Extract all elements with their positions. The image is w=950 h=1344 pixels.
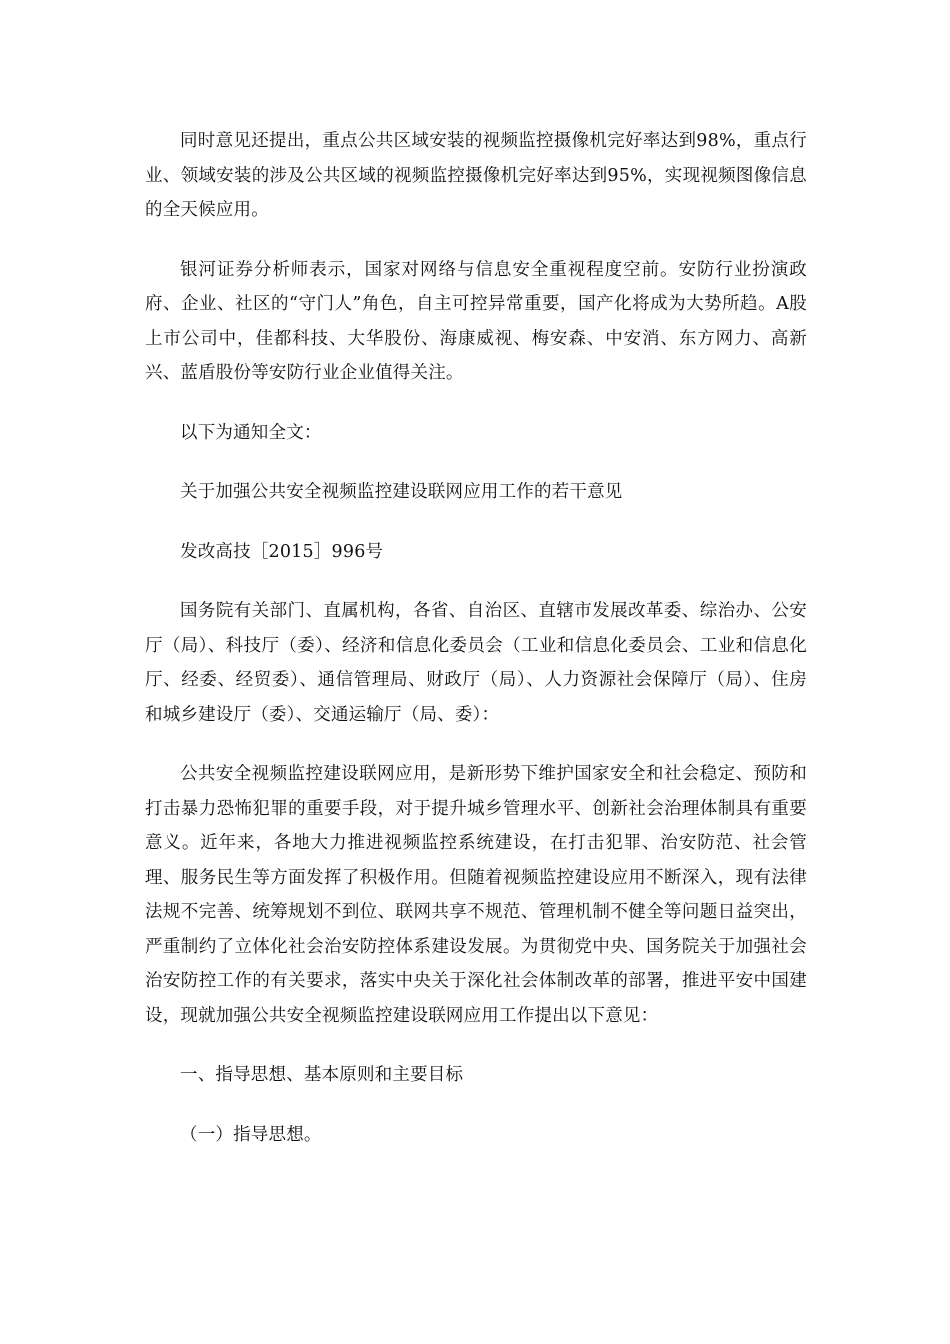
paragraph-background: 公共安全视频监控建设联网应用，是新形势下维护国家安全和社会稳定、预防和打击暴力恐怖犯罪的重要手段，对于提升城乡管理水平、创新社会治理体制具有重要意义。近年来，各地大力推进视频监控系统建设，在打击犯罪、治安防范、社会管理、服务民生等方面发挥了积极作用。但随着视频监控建设应用不断深入，现有法律法规不完善、统筹规划不到位、联网共享不规范、管理机制不健全等问题日益突出，严重制约了立体化社会治安防控体系建设发展。为贯彻党中央、国务院关于加强社会治安防控工作的有关要求，落实中央关于深化社会体制改革的部署，推进平安中国建设，现就加强公共安全视频监控建设联网应用工作提出以下意见： [145, 764, 807, 1026]
document-title: 关于加强公共安全视频监控建设联网应用工作的若干意见 [180, 482, 623, 502]
paragraph-analyst-comment: 银河证券分析师表示，国家对网络与信息安全重视程度空前。安防行业扮演政府、企业、社区的“守门人”角色，自主可控异常重要，国产化将成为大势所趋。A股上市公司中，佳都科技、大华股份、海康威视、梅安森、中安消、东方网力、高新兴、蓝盾股份等安防行业企业值得关注。 [145, 259, 807, 383]
paragraph-recipients: 国务院有关部门、直属机构，各省、自治区、直辖市发展改革委、综治办、公安厅（局）、科技厅（委）、经济和信息化委员会（工业和信息化委员会、工业和信息化厅、经委、经贸委）、通信管理局、财政厅（局）、人力资源社会保障厅（局）、住房和城乡建设厅（委）、交通运输厅（局、委）： [145, 601, 807, 725]
paragraph-completion-rate: 同时意见还提出，重点公共区域安装的视频监控摄像机完好率达到98%，重点行业、领域安装的涉及公共区域的视频监控摄像机完好率达到95%，实现视频图像信息的全天候应用。 [145, 131, 807, 220]
paragraph-notice-intro: 以下为通知全文： [180, 422, 322, 443]
document-body [145, 124, 807, 1177]
document-number: 发改高技［2015］996号 [180, 541, 384, 562]
section-heading-1: 一、指导思想、基本原则和主要目标 [180, 1065, 464, 1085]
subsection-heading-1: （一）指导思想。 [180, 1124, 322, 1145]
